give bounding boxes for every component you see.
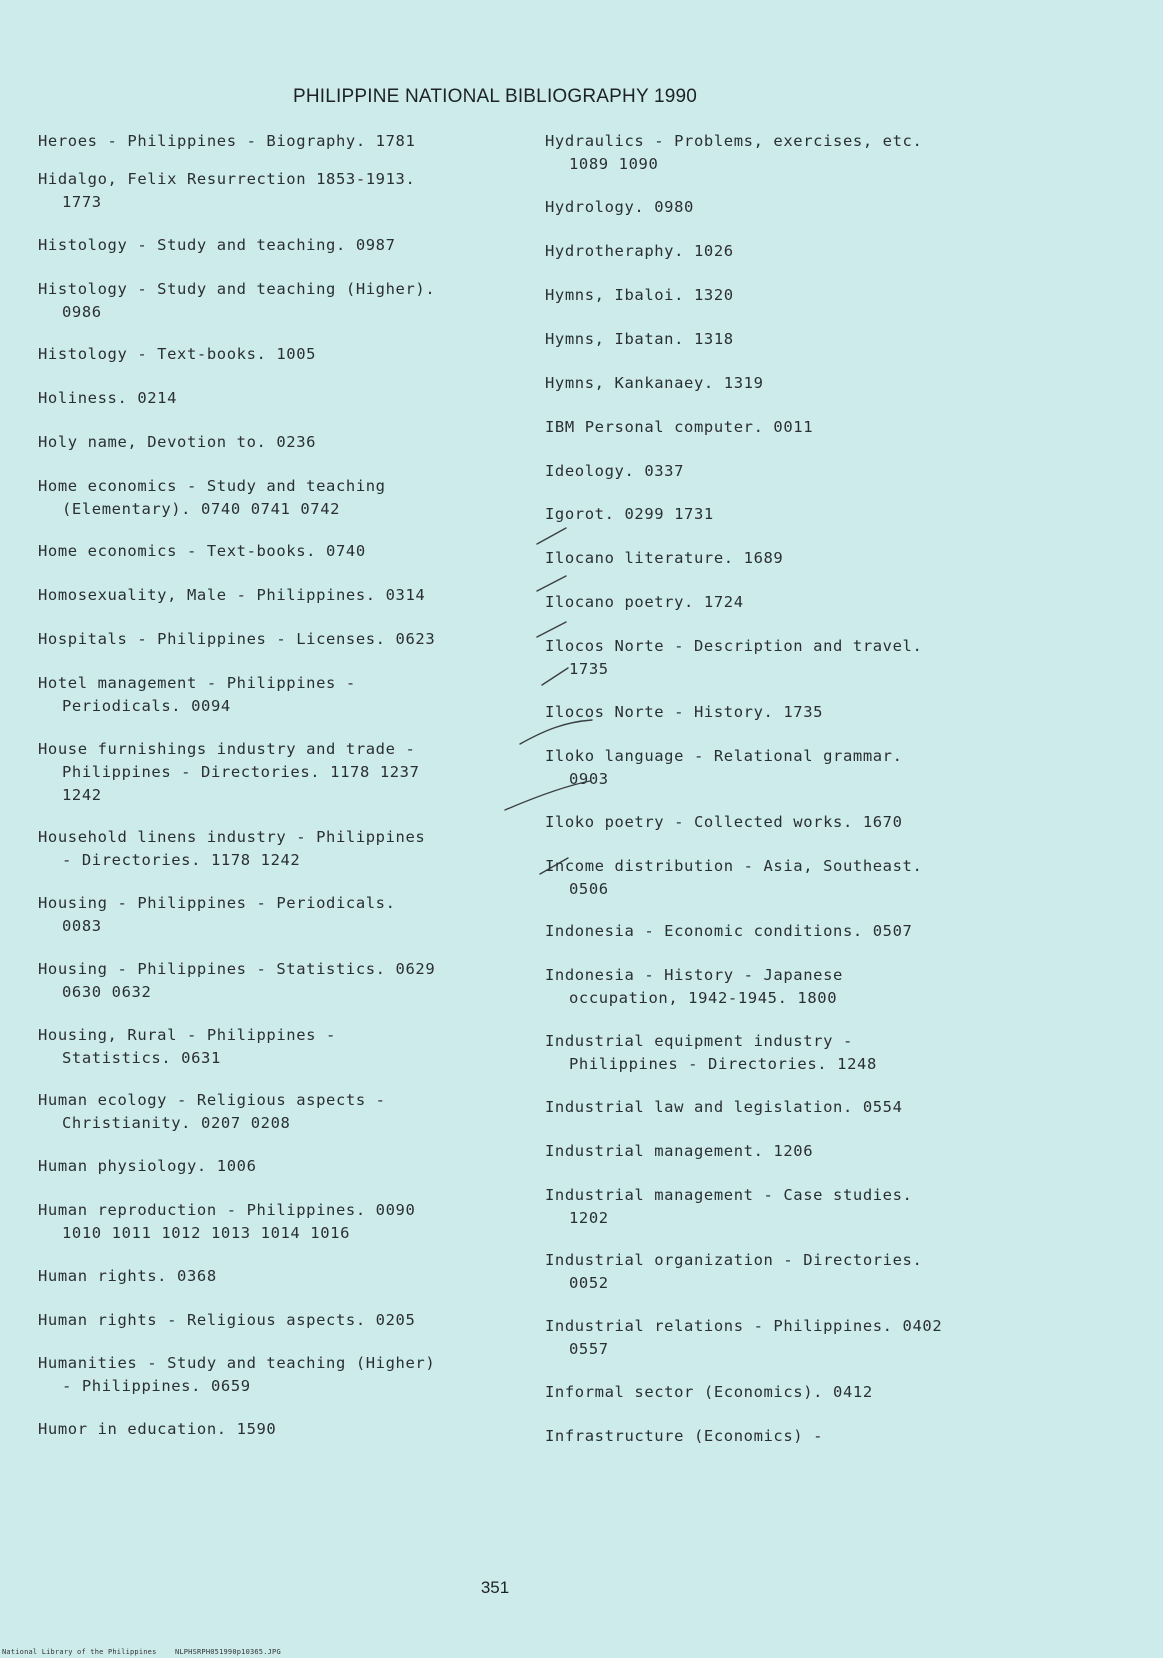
index-entry: Household linens industry - Philippines - Directories. 1178 1242	[38, 828, 426, 869]
footer-library: National Library of the Philippines	[2, 1648, 157, 1656]
index-entry: Hydraulics - Problems, exercises, etc. 1089 1090	[545, 132, 923, 173]
index-entry: Igorot. 0299 1731	[545, 505, 714, 523]
page-number: 351	[480, 1578, 510, 1597]
index-entry: Human reproduction - Philippines. 0090 1010 1011 1012 1013 1014 1016	[38, 1201, 416, 1242]
index-entry: Histology - Study and teaching. 0987	[38, 236, 396, 254]
index-entry: IBM Personal computer. 0011	[545, 418, 814, 436]
index-entry: Homosexuality, Male - Philippines. 0314	[38, 586, 426, 604]
index-entry: Holiness. 0214	[38, 389, 178, 407]
index-entry: Humanities - Study and teaching (Higher) - Philippines. 0659	[38, 1354, 436, 1395]
scan-footer	[2, 1648, 281, 1656]
index-entry: Indonesia - History - Japanese occupation, 1942-1945. 1800	[545, 966, 843, 1007]
index-entry: Informal sector (Economics). 0412	[545, 1383, 873, 1401]
footer-file-ref: NLPHSRPH051990p10365.JPG	[174, 1648, 281, 1656]
index-entry: Housing - Philippines - Statistics. 0629 0630 0632	[38, 960, 436, 1001]
page-title: PHILIPPINE NATIONAL BIBLIOGRAPHY 1990	[292, 86, 698, 107]
index-entry: Humor in education. 1590	[38, 1420, 277, 1438]
index-entry: House furnishings industry and trade - Philippines - Directories. 1178 1237 1242	[38, 740, 420, 804]
index-entry: Ilocos Norte - Description and travel. 1735	[545, 637, 923, 678]
index-entry: Industrial organization - Directories. 0052	[545, 1251, 923, 1292]
index-entry: Ilocano poetry. 1724	[545, 593, 744, 611]
index-entry: Hydrology. 0980	[545, 198, 694, 216]
index-entry: Histology - Study and teaching (Higher). 0986	[38, 280, 436, 321]
index-entry: Human rights. 0368	[38, 1267, 217, 1285]
index-entry: Human rights - Religious aspects. 0205	[38, 1311, 416, 1329]
index-entry: Human ecology - Religious aspects - Christianity. 0207 0208	[38, 1091, 386, 1132]
index-entry: Ilocos Norte - History. 1735	[545, 703, 824, 721]
index-entry: Hospitals - Philippines - Licenses. 0623	[38, 630, 436, 648]
index-entry: Hotel management - Philippines - Periodicals. 0094	[38, 674, 356, 715]
index-entry: Income distribution - Asia, Southeast. 0506	[545, 857, 923, 898]
index-entry: Ideology. 0337	[545, 462, 685, 480]
index-entry: Histology - Text-books. 1005	[38, 345, 317, 363]
index-entry: Hydrotheraphy. 1026	[545, 242, 734, 260]
index-entry: Holy name, Devotion to. 0236	[38, 433, 317, 451]
index-entry: Housing, Rural - Philippines - Statistics. 0631	[38, 1026, 336, 1067]
index-entry: Ilocano literature. 1689	[545, 549, 784, 567]
index-entry: Industrial management. 1206	[545, 1142, 814, 1160]
index-entry: Home economics - Text-books. 0740	[38, 542, 366, 560]
index-entry: Human physiology. 1006	[38, 1157, 257, 1175]
index-entry: Industrial management - Case studies. 1202	[545, 1186, 913, 1227]
index-entry: Home economics - Study and teaching (Elementary). 0740 0741 0742	[38, 477, 386, 518]
index-entry: Hymns, Ibatan. 1318	[545, 330, 734, 348]
index-entry: Hymns, Kankanaey. 1319	[545, 374, 764, 392]
index-entry: Housing - Philippines - Periodicals. 0083	[38, 894, 396, 935]
index-entry: Industrial equipment industry - Philippines - Directories. 1248	[545, 1032, 877, 1073]
index-entry: Industrial relations - Philippines. 0402 0557	[545, 1317, 943, 1358]
index-entry: Indonesia - Economic conditions. 0507	[545, 922, 913, 940]
index-entry: Iloko poetry - Collected works. 1670	[545, 813, 903, 831]
index-entry: Industrial law and legislation. 0554	[545, 1098, 903, 1116]
index-entry: Heroes - Philippines - Biography. 1781	[38, 132, 416, 150]
index-entry: Infrastructure (Economics) -	[545, 1427, 824, 1445]
index-entry: Iloko language - Relational grammar. 0903	[545, 747, 903, 788]
index-entry: Hidalgo, Felix Resurrection 1853-1913. 1773	[38, 170, 416, 211]
index-entry: Hymns, Ibaloi. 1320	[545, 286, 734, 304]
